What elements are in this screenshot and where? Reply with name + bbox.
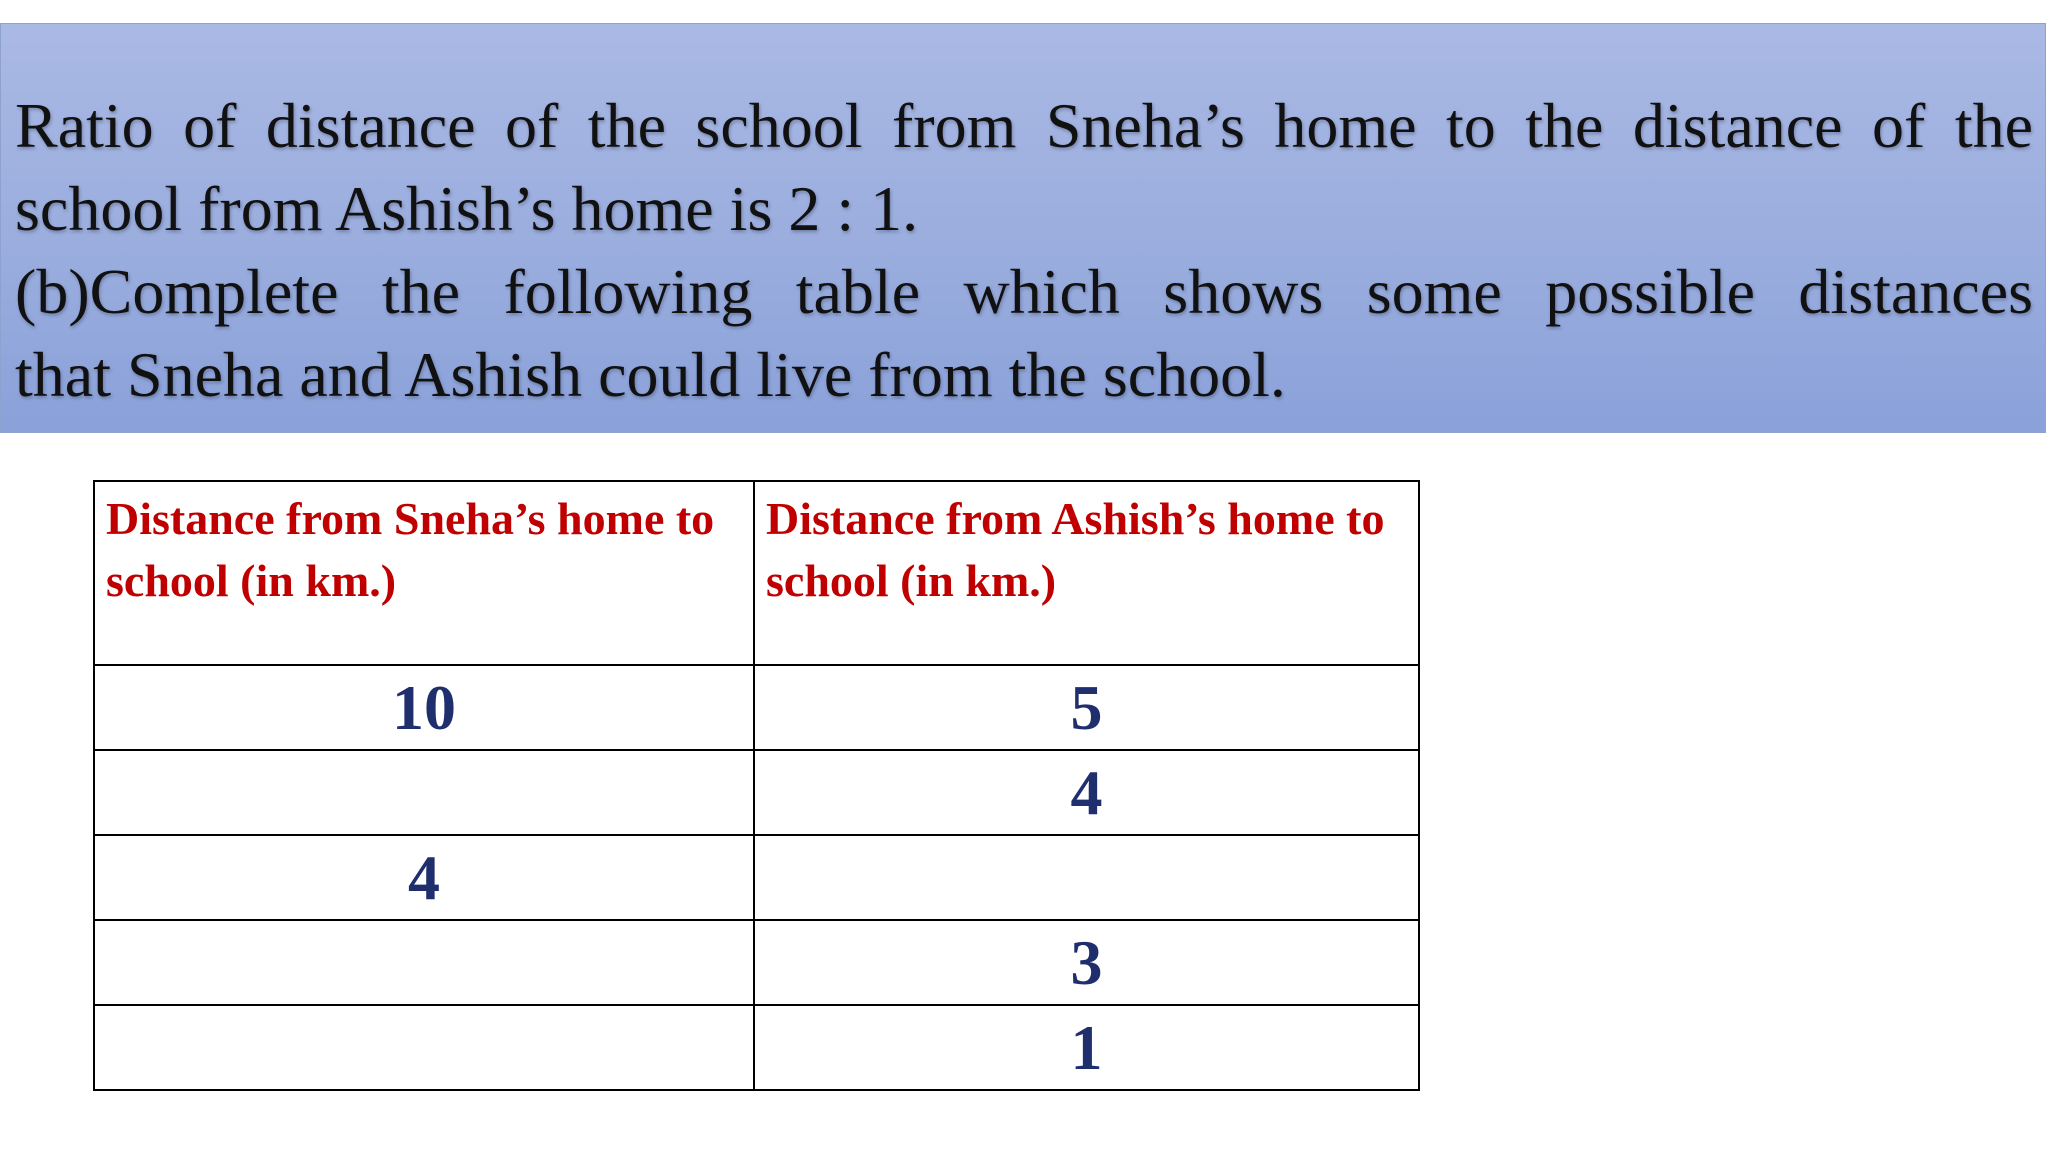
cell-sneha: [94, 920, 754, 1005]
question-line-1: Ratio of distance of the school from Sneha’s home to the distance of the: [15, 90, 2033, 161]
question-line-2: school from Ashish’s home is 2 : 1.: [15, 173, 919, 244]
question-line-4: that Sneha and Ashish could live from the school.: [15, 339, 1286, 410]
cell-ashish: 3: [754, 920, 1419, 1005]
table-row: [94, 665, 1419, 750]
distance-table: [93, 480, 1420, 1091]
cell-ashish: [754, 835, 1419, 920]
question-banner: [0, 23, 2046, 433]
table-header-row: [94, 481, 1419, 665]
header-sneha-distance: Distance from Sneha’s home to school (in km.): [94, 481, 754, 665]
table-row: [94, 835, 1419, 920]
header-ashish-distance: Distance from Ashish’s home to school (in km.): [754, 481, 1419, 665]
question-text: [15, 84, 2033, 416]
question-line-3: (b)Complete the following table which shows some possible distances: [15, 256, 2033, 327]
table-row: [94, 750, 1419, 835]
cell-ashish: 5: [754, 665, 1419, 750]
cell-sneha: [94, 1005, 754, 1090]
cell-sneha: 4: [94, 835, 754, 920]
cell-ashish: 1: [754, 1005, 1419, 1090]
table-row: [94, 1005, 1419, 1090]
table-row: [94, 920, 1419, 1005]
cell-sneha: [94, 750, 754, 835]
cell-ashish: 4: [754, 750, 1419, 835]
cell-sneha: 10: [94, 665, 754, 750]
